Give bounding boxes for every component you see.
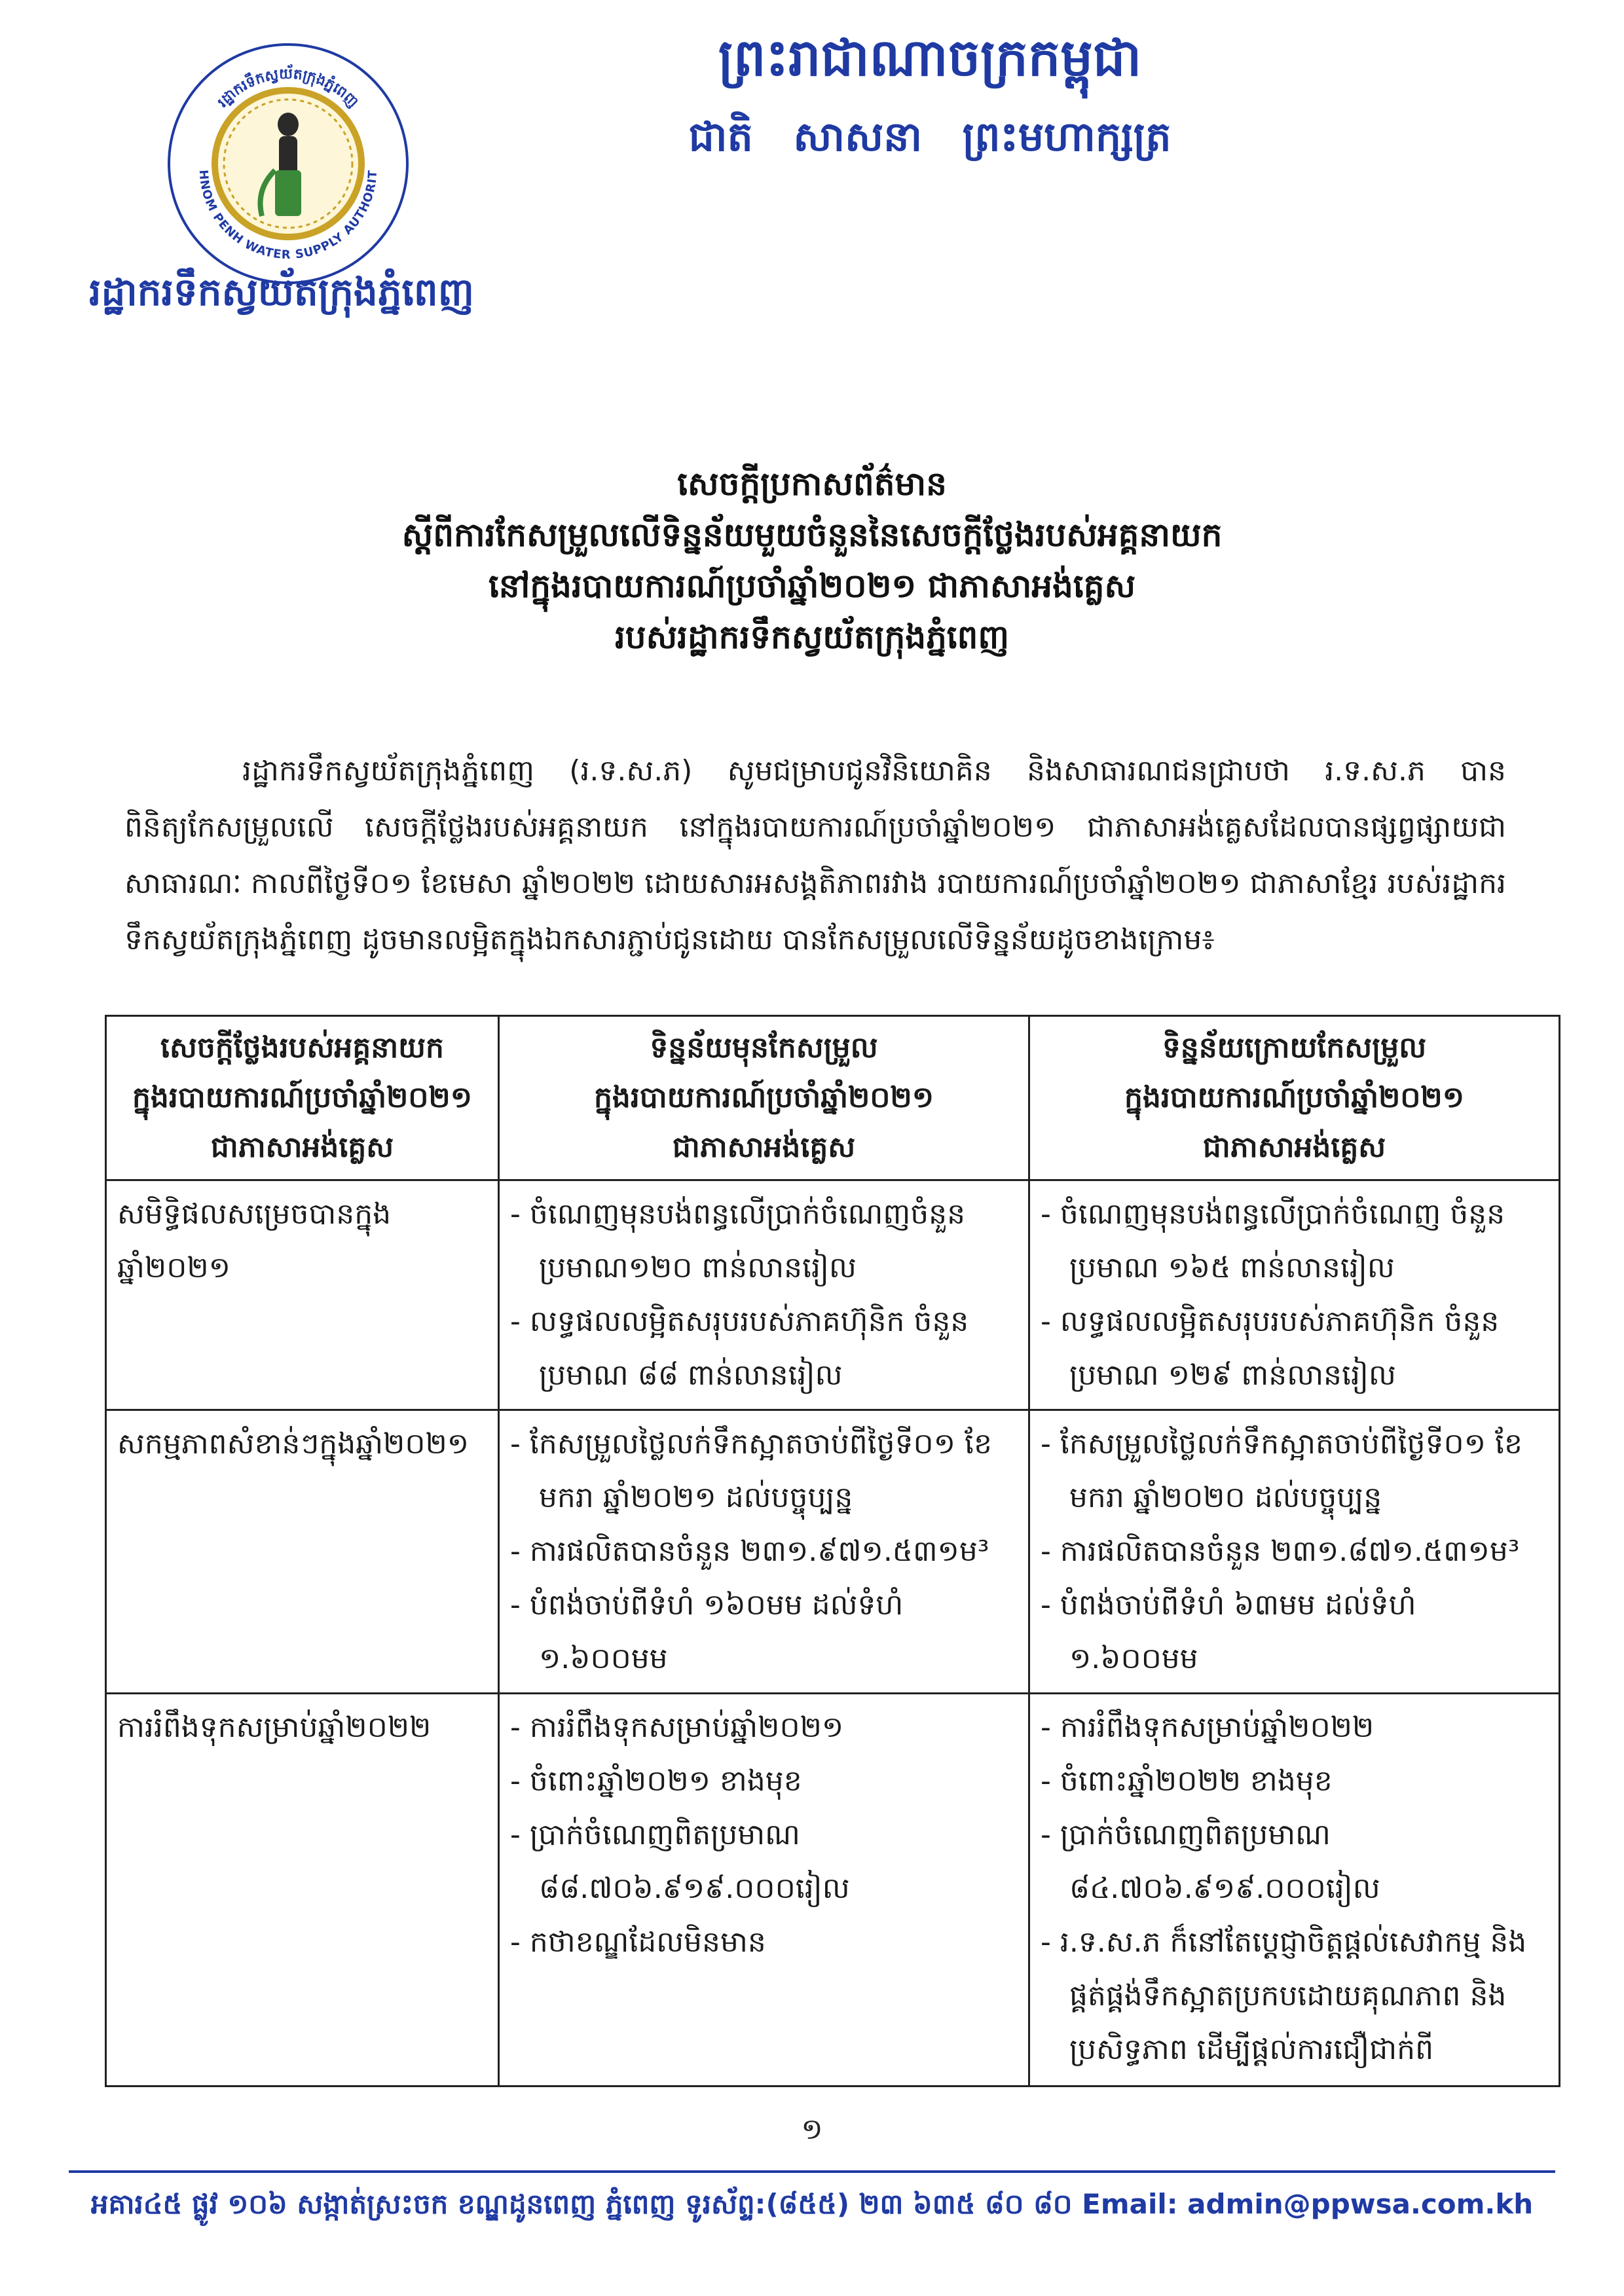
document-title-block [131,458,1493,663]
ppwsa-logo [164,39,413,288]
header-before: ទិន្នន័យមុនកែសម្រួល ក្នុងរបាយការណ៍ប្រចាំឆ្នាំ២០២១ ជាភាសាអង់គ្លេស [499,1016,1029,1180]
list-item: - ការរំពឹងទុកសម្រាប់ឆ្នាំ២០២១ [510,1701,1018,1755]
title-line-3: នៅក្នុងរបាយការណ៍ប្រចាំឆ្នាំ២០២១ ជាភាសាអង់គ្លេស [488,567,1136,605]
row-before [499,1694,1029,2086]
list-item: - ការរំពឹងទុកសម្រាប់ឆ្នាំ២០២២ [1041,1701,1548,1755]
intro-paragraph: រដ្ឋាករទឹកស្វយ័តក្រុងភ្នំពេញ (រ.ទ.ស.ភ) សូមជម្រាបជូនវិនិយោគិន និងសាធារណជនជ្រាបថា រ.ទ.ស.ភ បានពិនិត្យកែសម្រួលលើ សេចក្តីថ្លែងរបស់អគ្គនាយក នៅក្នុងរបាយការណ៍ប្រចាំឆ្នាំ២០២១ ជាភាសាអង់គ្លេសដែលបានផ្សព្វផ្សាយជាសាធារណៈ កាលពីថ្ងៃទី០១ ខែមេសា ឆ្នាំ២០២២ ដោយសារអសង្គតិភាពរវាង របាយការណ៍ប្រចាំឆ្នាំ២០២១ ជាភាសាខ្មែរ របស់រដ្ឋាករទឹកស្វយ័តក្រុងភ្នំពេញ ដូចមានលម្អិតក្នុងឯកសារភ្ជាប់ជូនដោយ បានកែសម្រួលលើទិន្នន័យដូចខាងក្រោម៖ [124,754,1506,957]
header-after: ទិន្នន័យក្រោយកែសម្រួល ក្នុងរបាយការណ៍ប្រចាំឆ្នាំ២០២១ ជាភាសាអង់គ្លេស [1029,1016,1560,1180]
national-motto: ជាតិ សាសនា ព្រះមហាក្សត្រ [688,113,1172,160]
list-item: - ចំណេញមុនបង់ពន្ធលើប្រាក់ចំណេញ ចំនួនប្រមាណ ១៦៥ ពាន់លានរៀល [1041,1188,1548,1295]
list-item: - កែសម្រួលថ្លៃលក់ទឹកស្អាតចាប់ពីថ្ងៃទី០១ ខែមករា ឆ្នាំ២០២០ ដល់បច្ចុប្បន្ន [1041,1417,1548,1525]
table-header-row [106,1016,1560,1180]
footer-address: អគារ៤៥ ផ្លូវ ១០៦ សង្កាត់ស្រះចក ខណ្ឌដូនពេញ ភ្នំពេញ ទូរស័ព្ទ:(៨៥៥) ២៣ ៦៣៥ ៨០ ៨០ Email: admin@ppwsa.com.kh [90,2188,1534,2220]
list-item: - ចំពោះឆ្នាំ២០២២ ខាងមុខ [1041,1755,1548,1808]
svg-text:PHNOM PENH WATER SUPPLY AUTHOR: HNOM PENH WATER SUPPLY AUTHORIT [196,169,380,263]
page-number: ១ [801,2113,823,2146]
list-item: - លទ្ធផលលម្អិតសរុបរបស់ភាគហ៊ុនិក ចំនួនប្រមាណ ៨៨ ពាន់លានរៀល [510,1295,1018,1402]
header-statement: សេចក្តីថ្លែងរបស់អគ្គនាយក ក្នុងរបាយការណ៍ប្រចាំឆ្នាំ២០២១ ជាភាសាអង់គ្លេស [106,1016,499,1180]
list-item: - លទ្ធផលលម្អិតសរុបរបស់ភាគហ៊ុនិក ចំនួនប្រមាណ ១២៩ ពាន់លានរៀល [1041,1295,1548,1402]
list-item: - កែសម្រួលថ្លៃលក់ទឹកស្អាតចាប់ពីថ្ងៃទី០១ ខែមករា ឆ្នាំ២០២១ ដល់បច្ចុប្បន្ន [510,1417,1018,1525]
row-topic: សកម្មភាពសំខាន់ៗក្នុងឆ្នាំ២០២១ [106,1410,499,1694]
list-item: - បំពង់ចាប់ពីទំហំ ១៦០មម ដល់ទំហំ ១.៦០០មម [510,1578,1018,1686]
table-row [106,1694,1560,2086]
row-before [499,1410,1029,1694]
title-line-4: របស់រដ្ឋាករទឹកស្វយ័តក្រុងភ្នំពេញ [614,618,1010,656]
svg-text:រដ្ឋាករទឹកស្វយ័តក្រុងភ្នំពេញ: រដ្ឋាករទឹកស្វយ័តក្រុងភ្នំពេញ [214,65,362,111]
row-topic: សមិទ្ធិផលសម្រេចបានក្នុងឆ្នាំ២០២១ [106,1180,499,1410]
row-before [499,1180,1029,1410]
list-item: - ចំពោះឆ្នាំ២០២១ ខាងមុខ [510,1755,1018,1808]
row-topic: ការរំពឹងទុកសម្រាប់ឆ្នាំ២០២២ [106,1694,499,2086]
org-name: រដ្ឋាករទឹកស្វយ័តក្រុងភ្នំពេញ [89,270,474,314]
row-after [1029,1180,1560,1410]
table-row [106,1410,1560,1694]
list-item: - ប្រាក់ចំណេញពិតប្រមាណ ៨៨.៧០៦.៩១៩.០០០រៀល [510,1808,1018,1916]
list-item: - បំពង់ចាប់ពីទំហំ ៦៣មម ដល់ទំហំ ១.៦០០មម [1041,1578,1548,1686]
row-after [1029,1694,1560,2086]
row-after [1029,1410,1560,1694]
title-line-1: សេចក្តីប្រកាសព័ត៌មាន [677,465,947,503]
list-item: - ការផលិតបានចំនួន ២៣១.៩៧១.៥៣១ម³ [510,1525,1018,1578]
footer-divider [69,2170,1555,2173]
kingdom-heading: ព្រះរាជាណាចក្រកម្ពុជា [718,29,1142,88]
title-line-2: ស្តីពីការកែសម្រួលលើទិន្នន័យមួយចំនួននៃសេចក្តីថ្លែងរបស់អគ្គនាយក [401,516,1223,554]
list-item: - រ.ទ.ស.ភ ក៏នៅតែប្តេជ្ញាចិត្តផ្តល់សេវាកម្ម និងផ្គត់ផ្គង់ទឹកស្អាតប្រកបដោយគុណភាព និងប្រសិទ្ធភាព ដើម្បីផ្តល់ការជឿជាក់ពី [1041,1916,1548,2077]
list-item: - ចំណេញមុនបង់ពន្ធលើប្រាក់ចំណេញចំនួនប្រមាណ១២០ ពាន់លានរៀល [510,1188,1018,1295]
table-row [106,1180,1560,1410]
list-item: - ការផលិតបានចំនួន ២៣១.៨៧១.៥៣១ម³ [1041,1525,1548,1578]
list-item: - ប្រាក់ចំណេញពិតប្រមាណ ៨៤.៧០៦.៩១៩.០០០រៀល [1041,1808,1548,1916]
correction-table [105,1015,1560,2087]
list-item: - កថាខណ្ឌដែលមិនមាន [510,1916,1018,1969]
